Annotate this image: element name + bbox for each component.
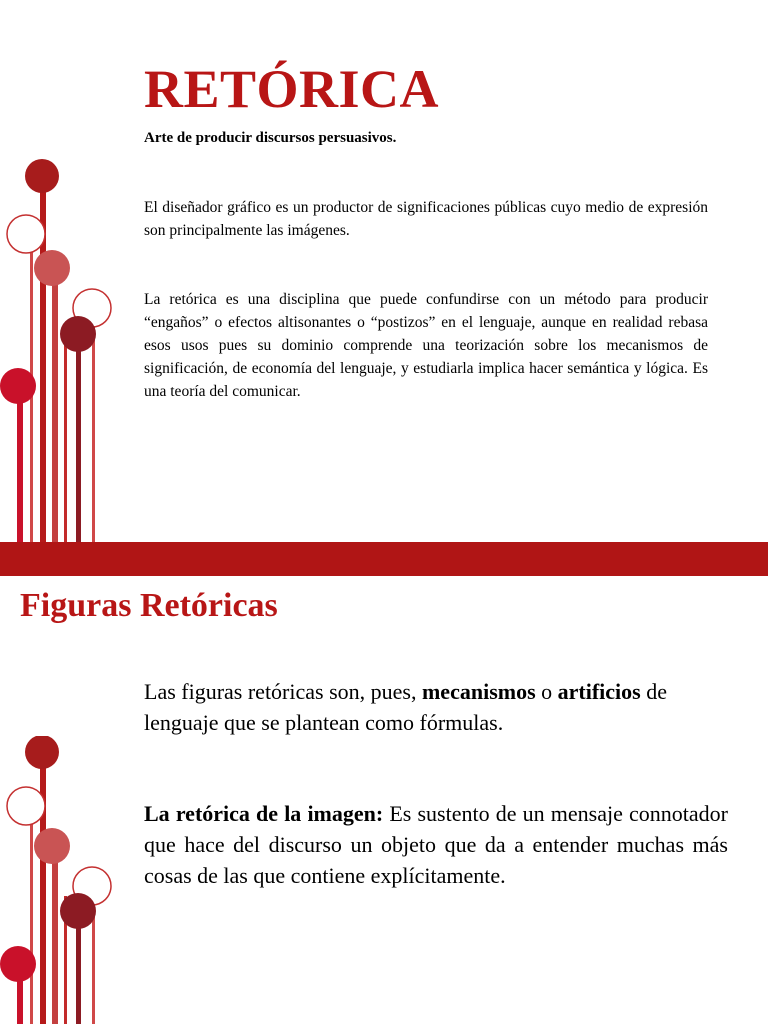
paragraph-retorica-definition: La retórica es una disciplina que puede confundirse con un método para producir “engaños” o efectos altisonantes o “postizos” en el lenguaje, aunque en realidad rebasa esos usos pues su dominio comprende una teorización sobre los mecanismos de significación, de economía del lenguaje, y estudiarla implica hacer semántica y lógica. Es una teoría del comunicar. <box>144 291 708 400</box>
paragraph-retorica-imagen <box>144 798 728 891</box>
term-mecanismos: mecanismos <box>421 679 536 704</box>
paragraph-text: Es sustento de un mensaje connotador que hace del discurso un objeto que da a entender muchas más cosas de las que contiene explícitamente. <box>144 801 728 888</box>
divider-band <box>0 542 768 576</box>
term-artificios: artificios <box>557 679 641 704</box>
text-suffix: de lenguaje que se plantean como fórmulas. <box>144 679 667 735</box>
text-connector: o <box>535 679 558 704</box>
slide-figuras-retoricas <box>0 576 768 1024</box>
paragraph-figuras-definition <box>144 676 728 738</box>
term-retorica-imagen: La retórica de la imagen: <box>144 801 384 826</box>
slide-title: Figuras Retóricas <box>20 587 278 624</box>
slide-title: RETÓRICA <box>144 59 440 119</box>
decorative-circles-graphic <box>0 736 130 1024</box>
slide-subtitle: Arte de producir discursos persuasivos. <box>144 130 397 146</box>
text-prefix: Las figuras retóricas son, pues, <box>144 679 422 704</box>
decorative-circles-graphic <box>0 150 130 545</box>
paragraph-designer: El diseñador gráfico es un productor de significaciones públicas cuyo medio de expresión son principalmente las imágenes. <box>144 199 708 239</box>
